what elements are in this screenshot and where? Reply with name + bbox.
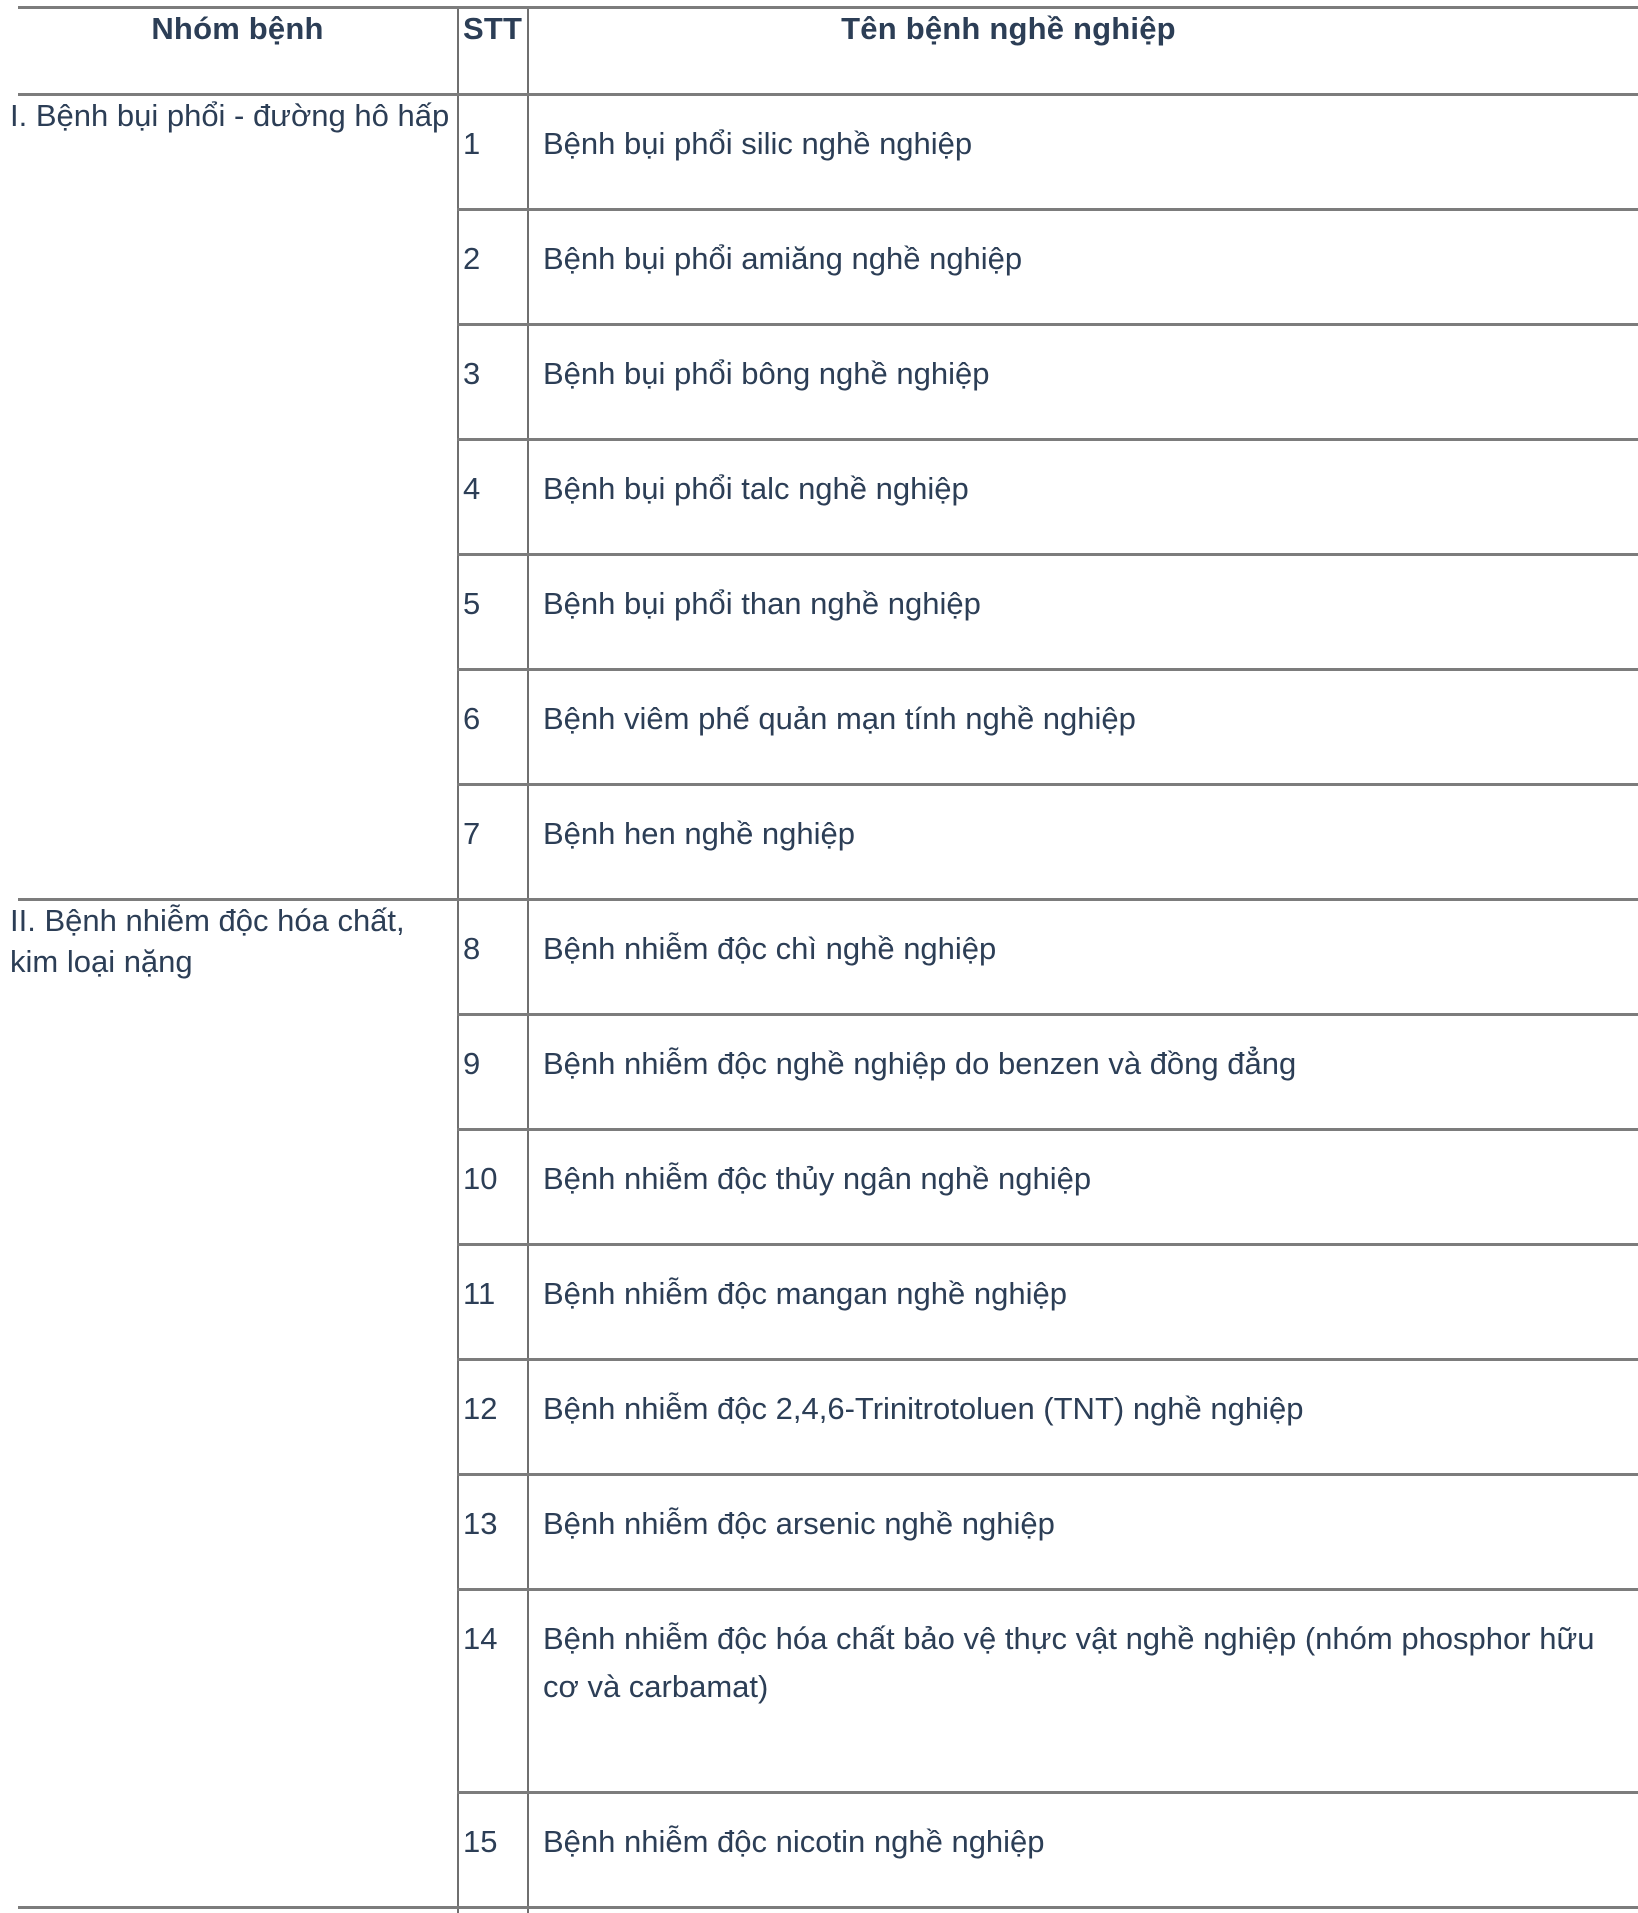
disease-name-cell: Bệnh nhiễm độc hóa chất bảo vệ thực vật nghề nghiệp (nhóm phosphor hữu cơ và carbamat) — [528, 1590, 1638, 1793]
column-header-stt: STT — [458, 8, 528, 95]
row-number-cell: 15 — [458, 1793, 528, 1908]
disease-name-cell: Bệnh bụi phổi than nghề nghiệp — [528, 555, 1638, 670]
row-number-cell: 1 — [458, 95, 528, 210]
row-number-cell: 14 — [458, 1590, 528, 1793]
row-number-cell: 11 — [458, 1245, 528, 1360]
disease-group-label: I. Bệnh bụi phổi - đường hô hấp — [10, 96, 457, 137]
disease-group-label: II. Bệnh nhiễm độc hóa chất, kim loại nặng — [10, 901, 457, 983]
disease-name-cell: Bệnh hen nghề nghiệp — [528, 785, 1638, 900]
disease-group-cell — [18, 900, 458, 1908]
document-page — [0, 6, 1468, 1474]
disease-group-cell — [18, 95, 458, 900]
disease-name-cell: Bệnh nhiễm độc nicotin nghề nghiệp — [528, 1793, 1638, 1908]
row-number-cell: 5 — [458, 555, 528, 670]
table-header-row — [18, 8, 1638, 95]
row-number-cell: 6 — [458, 670, 528, 785]
column-header-disease-name: Tên bệnh nghề nghiệp — [528, 8, 1638, 95]
table-header — [18, 8, 1638, 95]
disease-name-cell: Bệnh nhiễm độc thủy ngân nghề nghiệp — [528, 1130, 1638, 1245]
disease-name-cell: Bệnh nhiễm độc nghề nghiệp do benzen và đồng đẳng — [528, 1015, 1638, 1130]
row-number-cell: 13 — [458, 1475, 528, 1590]
row-number-cell: 12 — [458, 1360, 528, 1475]
row-number-cell: 8 — [458, 900, 528, 1015]
disease-name-cell: Bệnh nhiễm độc chì nghề nghiệp — [528, 900, 1638, 1015]
row-number-cell: 4 — [458, 440, 528, 555]
disease-name-cell: Bệnh bụi phổi talc nghề nghiệp — [528, 440, 1638, 555]
disease-name-cell: Bệnh nhiễm độc 2,4,6-Trinitrotoluen (TNT) nghề nghiệp — [528, 1360, 1638, 1475]
row-number-cell: 2 — [458, 210, 528, 325]
row-number-cell: 3 — [458, 325, 528, 440]
table-body — [18, 95, 1638, 1913]
disease-name-cell: Bệnh nhiễm độc arsenic nghề nghiệp — [528, 1475, 1638, 1590]
table-row — [18, 95, 1638, 210]
disease-name-cell: Bệnh viêm phế quản mạn tính nghề nghiệp — [528, 670, 1638, 785]
disease-name-cell: Bệnh bụi phổi bông nghề nghiệp — [528, 325, 1638, 440]
row-number-cell: 7 — [458, 785, 528, 900]
row-number-cell: 10 — [458, 1130, 528, 1245]
table-row-clipped — [18, 1908, 1638, 1913]
disease-name-cell: Bệnh nhiễm độc mangan nghề nghiệp — [528, 1245, 1638, 1360]
disease-name-cell: Bệnh bụi phổi amiăng nghề nghiệp — [528, 210, 1638, 325]
disease-name-cell-clipped — [528, 1908, 1638, 1913]
occupational-disease-table — [18, 6, 1638, 1913]
disease-group-cell-clipped — [18, 1908, 458, 1913]
disease-name-cell: Bệnh bụi phổi silic nghề nghiệp — [528, 95, 1638, 210]
table-row — [18, 900, 1638, 1015]
row-number-cell-clipped — [458, 1908, 528, 1913]
row-number-cell: 9 — [458, 1015, 528, 1130]
column-header-group: Nhóm bệnh — [18, 8, 458, 95]
